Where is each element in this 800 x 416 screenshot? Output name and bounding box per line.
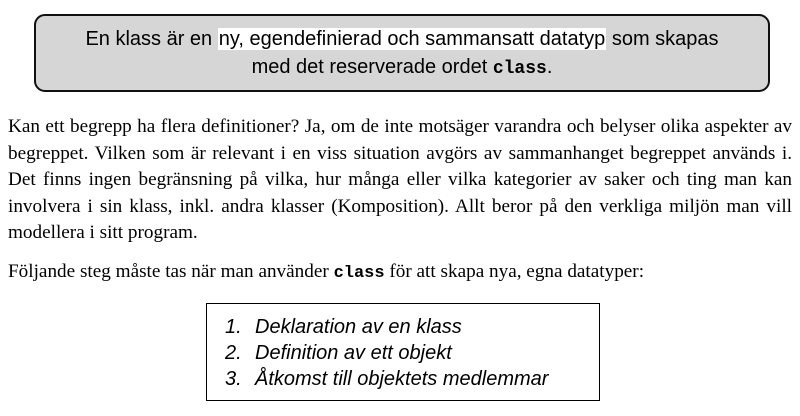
callout-line-2 xyxy=(36,53,768,83)
callout-period: . xyxy=(546,56,553,78)
paragraph-2-start: Följande steg måste tas när man använder xyxy=(8,261,334,282)
callout-line-1 xyxy=(36,25,768,53)
steps-box xyxy=(206,303,600,401)
step-number: 3. xyxy=(225,368,242,390)
step-number: 2. xyxy=(225,342,242,364)
step-text: Deklaration av en klass xyxy=(255,316,462,338)
callout-line-2-text: med det reserverade ordet xyxy=(251,56,493,78)
paragraph-2-keyword: class xyxy=(333,264,385,283)
callout-highlight: ny, egendefinierad och sammansatt datatyp xyxy=(218,28,606,50)
step-item xyxy=(225,314,599,340)
callout-keyword: class xyxy=(492,59,547,79)
paragraph-2-end: för att skapa nya, egna datatyper: xyxy=(384,261,645,282)
callout-text-start: En klass är en xyxy=(85,28,218,50)
step-text: Åtkomst till objektets medlemmar xyxy=(255,368,549,390)
step-item xyxy=(225,340,599,366)
callout-text-end: som skapas xyxy=(606,28,719,50)
body-paragraph-2 xyxy=(8,259,792,288)
step-number: 1. xyxy=(225,316,242,338)
step-item xyxy=(225,366,599,392)
step-text: Definition av ett objekt xyxy=(255,342,452,364)
definition-callout xyxy=(34,14,770,92)
body-paragraph-1: Kan ett begrepp ha flera definitioner? Ja, om de inte motsäger varandra och belyser olika aspekter av begreppet. Vilken som är relevant i en viss situation avgörs av sammanhanget begreppet används i. Det finns ingen begränsning på vilka, hur många eller vilka kategorier av saker och ting man kan involvera i sin klass, inkl. andra klasser (Komposition). Allt beror på den verkliga miljön man vill modellera i sitt program. xyxy=(8,116,792,243)
